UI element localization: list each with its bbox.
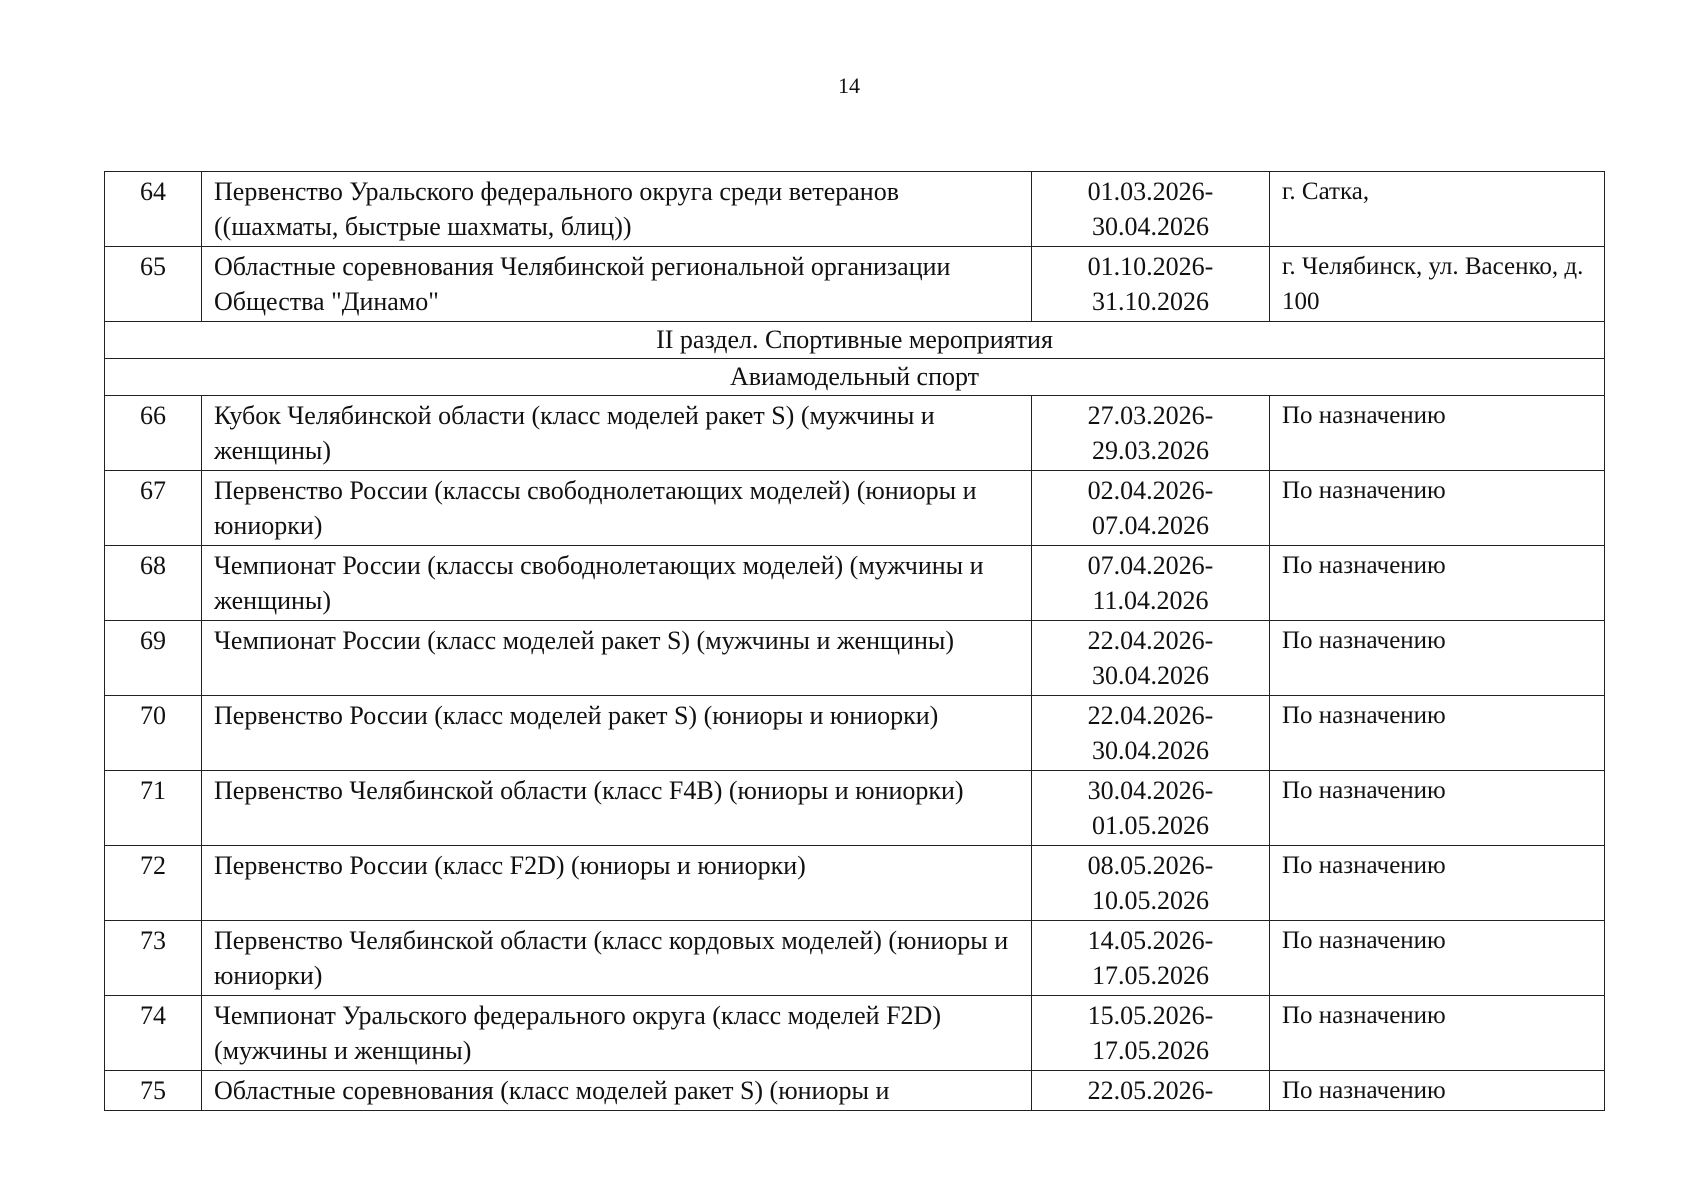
table-row bbox=[105, 996, 1605, 1071]
event-place: По назначению bbox=[1270, 846, 1605, 921]
event-place: По назначению bbox=[1270, 921, 1605, 996]
row-number: 73 bbox=[105, 921, 202, 996]
event-place: По назначению bbox=[1270, 471, 1605, 546]
table-row bbox=[105, 396, 1605, 471]
event-place: г. Челябинск, ул. Васенко, д. 100 bbox=[1270, 247, 1605, 322]
date-to: 30.04.2026 bbox=[1092, 212, 1209, 241]
event-dates bbox=[1032, 471, 1270, 546]
sport-title: Авиамодельный спорт bbox=[105, 359, 1605, 396]
row-number: 68 bbox=[105, 546, 202, 621]
table-row bbox=[105, 247, 1605, 322]
row-number: 66 bbox=[105, 396, 202, 471]
row-number: 65 bbox=[105, 247, 202, 322]
row-number: 75 bbox=[105, 1071, 202, 1111]
date-from: 01.03.2026- bbox=[1087, 177, 1214, 206]
events-table bbox=[104, 171, 1605, 1111]
event-name: Областные соревнования (класс моделей ракет S) (юниоры и bbox=[202, 1071, 1032, 1111]
table-row bbox=[105, 771, 1605, 846]
event-dates bbox=[1032, 247, 1270, 322]
event-dates bbox=[1032, 1071, 1270, 1111]
event-name: Первенство России (класс моделей ракет S) (юниоры и юниорки) bbox=[202, 696, 1032, 771]
row-number: 70 bbox=[105, 696, 202, 771]
row-number: 67 bbox=[105, 471, 202, 546]
table-row bbox=[105, 846, 1605, 921]
event-name: Чемпионат Уральского федерального округа (класс моделей F2D) (мужчины и женщины) bbox=[202, 996, 1032, 1071]
date-from: 27.03.2026- bbox=[1087, 401, 1214, 430]
section-title: II раздел. Спортивные мероприятия bbox=[105, 322, 1605, 359]
event-place: По назначению bbox=[1270, 621, 1605, 696]
row-number: 69 bbox=[105, 621, 202, 696]
date-from: 08.05.2026- bbox=[1087, 851, 1214, 880]
event-name: Первенство Челябинской области (класс F4B) (юниоры и юниорки) bbox=[202, 771, 1032, 846]
event-dates bbox=[1032, 696, 1270, 771]
date-to: 17.05.2026 bbox=[1092, 1036, 1209, 1065]
event-name: Чемпионат России (класс моделей ракет S) (мужчины и женщины) bbox=[202, 621, 1032, 696]
event-name: Кубок Челябинской области (класс моделей ракет S) (мужчины и женщины) bbox=[202, 396, 1032, 471]
event-dates bbox=[1032, 996, 1270, 1071]
event-dates bbox=[1032, 546, 1270, 621]
date-from: 22.05.2026- bbox=[1087, 1076, 1214, 1105]
event-dates bbox=[1032, 921, 1270, 996]
date-to: 10.05.2026 bbox=[1092, 886, 1209, 915]
table-row bbox=[105, 621, 1605, 696]
table-row bbox=[105, 546, 1605, 621]
section-row bbox=[105, 322, 1605, 359]
date-from: 15.05.2026- bbox=[1087, 1001, 1214, 1030]
event-name: Чемпионат России (классы свободнолетающих моделей) (мужчины и женщины) bbox=[202, 546, 1032, 621]
event-place: По назначению bbox=[1270, 996, 1605, 1071]
event-name: Первенство России (класс F2D) (юниоры и юниорки) bbox=[202, 846, 1032, 921]
date-from: 14.05.2026- bbox=[1087, 926, 1214, 955]
sport-row bbox=[105, 359, 1605, 396]
row-number: 64 bbox=[105, 172, 202, 247]
date-to: 17.05.2026 bbox=[1092, 961, 1209, 990]
row-number: 74 bbox=[105, 996, 202, 1071]
event-dates bbox=[1032, 846, 1270, 921]
event-name: Первенство Челябинской области (класс кордовых моделей) (юниоры и юниорки) bbox=[202, 921, 1032, 996]
event-place: По назначению bbox=[1270, 396, 1605, 471]
table-row bbox=[105, 921, 1605, 996]
page-number: 14 bbox=[838, 73, 860, 98]
event-dates bbox=[1032, 172, 1270, 247]
event-place: г. Сатка, bbox=[1270, 172, 1605, 247]
table-row bbox=[105, 471, 1605, 546]
event-place: По назначению bbox=[1270, 1071, 1605, 1111]
date-to: 07.04.2026 bbox=[1092, 511, 1209, 540]
event-dates bbox=[1032, 396, 1270, 471]
row-number: 71 bbox=[105, 771, 202, 846]
event-place: По назначению bbox=[1270, 546, 1605, 621]
date-to: 11.04.2026 bbox=[1092, 586, 1209, 615]
event-name: Первенство России (классы свободнолетающих моделей) (юниоры и юниорки) bbox=[202, 471, 1032, 546]
date-to: 31.10.2026 bbox=[1092, 287, 1209, 316]
date-to: 30.04.2026 bbox=[1092, 661, 1209, 690]
date-from: 22.04.2026- bbox=[1087, 701, 1214, 730]
date-to: 30.04.2026 bbox=[1092, 736, 1209, 765]
row-number: 72 bbox=[105, 846, 202, 921]
date-to: 01.05.2026 bbox=[1092, 811, 1209, 840]
date-from: 30.04.2026- bbox=[1087, 776, 1214, 805]
table-row bbox=[105, 1071, 1605, 1111]
table-row bbox=[105, 696, 1605, 771]
date-to: 29.03.2026 bbox=[1092, 436, 1209, 465]
date-from: 22.04.2026- bbox=[1087, 626, 1214, 655]
date-from: 02.04.2026- bbox=[1087, 476, 1214, 505]
event-place: По назначению bbox=[1270, 696, 1605, 771]
date-from: 07.04.2026- bbox=[1087, 551, 1214, 580]
event-dates bbox=[1032, 621, 1270, 696]
table-row bbox=[105, 172, 1605, 247]
event-dates bbox=[1032, 771, 1270, 846]
event-name: Первенство Уральского федерального округа среди ветеранов ((шахматы, быстрые шахматы, блиц)) bbox=[202, 172, 1032, 247]
event-place: По назначению bbox=[1270, 771, 1605, 846]
event-name: Областные соревнования Челябинской региональной организации Общества "Динамо" bbox=[202, 247, 1032, 322]
date-from: 01.10.2026- bbox=[1087, 252, 1214, 281]
